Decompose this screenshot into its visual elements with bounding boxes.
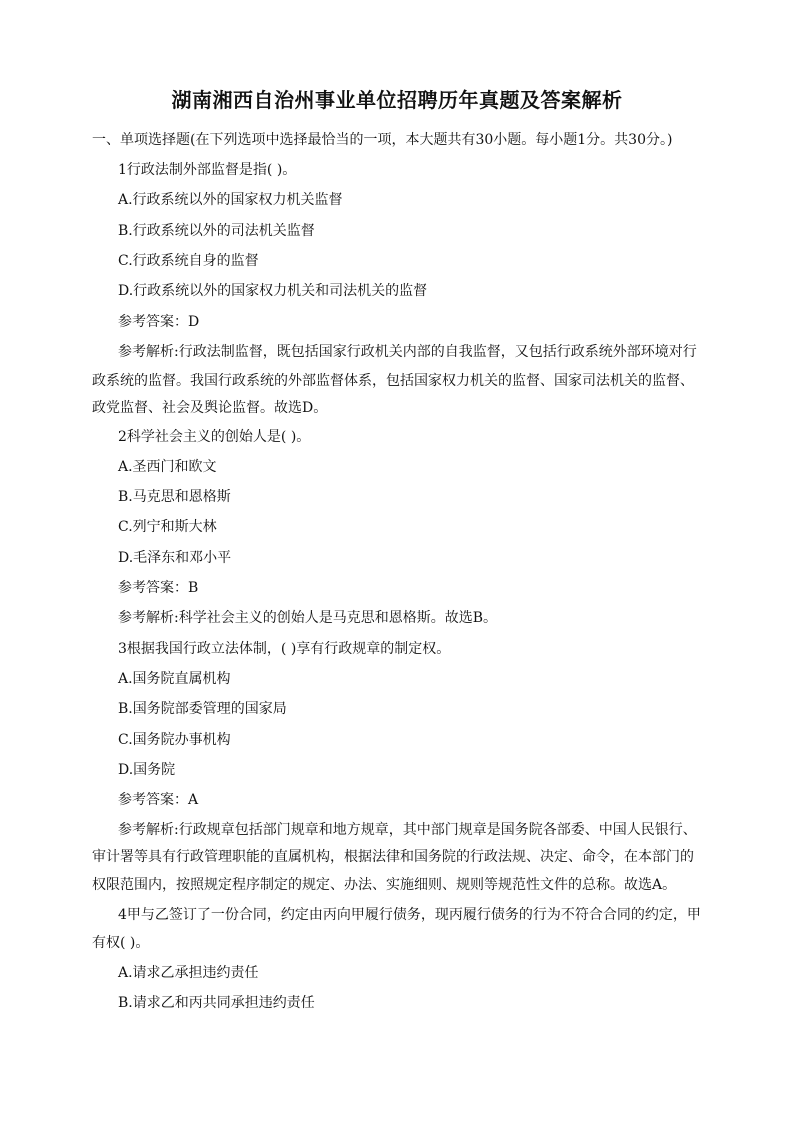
question-4-option-a: A.请求乙承担违约责任: [118, 965, 259, 981]
question-3-option-d: D.国务院: [118, 762, 176, 778]
question-4-stem-line-2: 有权( )。: [92, 935, 150, 951]
question-1-stem: 1行政法制外部监督是指( )。: [118, 162, 297, 178]
question-4-stem-line-1: 4甲与乙签订了一份合同，约定由丙向甲履行债务，现丙履行债务的行为不符合合同的约定，甲: [118, 907, 701, 923]
question-3-analysis-line-2: 审计署等具有行政管理职能的直属机构，根据法律和国务院的行政法规、决定、命令，在本部门的: [92, 849, 694, 865]
question-3-analysis-line-3: 权限范围内，按照规定程序制定的规定、办法、实施细则、规则等规范性文件的总称。故选A。: [92, 877, 677, 893]
question-3-option-c: C.国务院办事机构: [118, 732, 231, 748]
question-1-option-c: C.行政系统自身的监督: [118, 253, 259, 269]
question-2-option-b: B.马克思和恩格斯: [118, 489, 231, 505]
question-2-option-c: C.列宁和斯大林: [118, 519, 217, 535]
question-1-analysis-line-2: 政系统的监督。我国行政系统的外部监督体系，包括国家权力机关的监督、国家司法机关的监督、: [92, 373, 694, 389]
question-2-option-a: A.圣西门和欧文: [118, 459, 217, 475]
question-3-stem: 3根据我国行政立法体制，( )享有行政规章的制定权。: [118, 641, 451, 657]
section-heading: 一、单项选择题(在下列选项中选择最恰当的一项，本大题共有30小题。每小题1分。共30分。): [92, 132, 673, 148]
question-3-option-b: B.国务院部委管理的国家局: [118, 701, 287, 717]
question-2-answer: 参考答案：B: [118, 580, 199, 596]
question-3-option-a: A.国务院直属机构: [118, 671, 231, 687]
question-1-analysis-line-1: 参考解析:行政法制监督，既包括国家行政机关内部的自我监督，又包括行政系统外部环境对行: [118, 344, 697, 360]
document-title: 湖南湘西自治州事业单位招聘历年真题及答案解析: [171, 88, 623, 112]
question-4-option-b: B.请求乙和丙共同承担违约责任: [118, 995, 315, 1011]
question-2-stem: 2科学社会主义的创始人是( )。: [118, 429, 311, 445]
question-1-analysis-line-3: 政党监督、社会及舆论监督。故选D。: [92, 400, 328, 416]
question-1-option-a: A.行政系统以外的国家权力机关监督: [118, 192, 343, 208]
question-1-option-b: B.行政系统以外的司法机关监督: [118, 223, 315, 239]
question-1-answer: 参考答案：D: [118, 314, 200, 330]
question-3-analysis-line-1: 参考解析:行政规章包括部门规章和地方规章，其中部门规章是国务院各部委、中国人民银行、: [118, 822, 697, 838]
question-3-answer: 参考答案：A: [118, 792, 199, 808]
question-2-option-d: D.毛泽东和邓小平: [118, 550, 232, 566]
question-1-option-d: D.行政系统以外的国家权力机关和司法机关的监督: [118, 283, 428, 299]
question-2-analysis-line-1: 参考解析:科学社会主义的创始人是马克思和恩格斯。故选B。: [118, 610, 498, 626]
